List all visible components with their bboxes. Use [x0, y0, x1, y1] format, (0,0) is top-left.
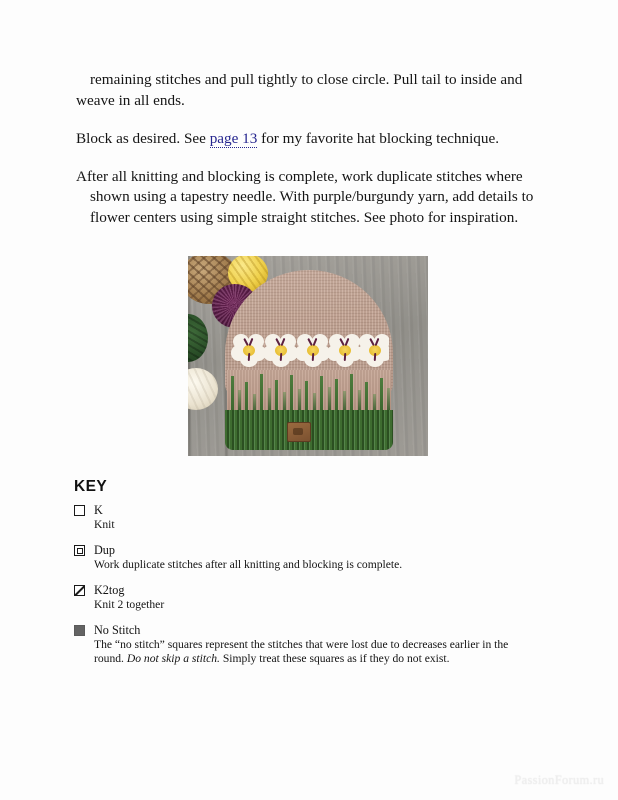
paragraph-duplicate-stitches: After all knitting and blocking is complete, work duplicate stitches where shown using a tapestry needle. With purple/burgundy yarn, add details to flower centers using simple straight stitches. See photo for inspiration. — [76, 167, 534, 226]
key-entry-k2tog — [74, 583, 524, 612]
no-stitch-desc-part2: Simply treat these squares as if they do not exist. — [219, 652, 450, 665]
key-section — [74, 478, 524, 677]
key-title: KEY — [74, 478, 108, 495]
hat-photo — [188, 256, 428, 456]
page-13-link[interactable]: page 13 — [209, 130, 258, 147]
site-watermark: PassionForum.ru — [514, 773, 604, 787]
pansy-flower — [263, 334, 299, 368]
key-label-no-stitch: No Stitch — [94, 623, 141, 637]
body-text-block — [76, 70, 546, 243]
key-description-k2tog: Knit 2 together — [94, 598, 165, 611]
knitted-beanie — [225, 270, 393, 450]
pansy-flower — [357, 334, 389, 368]
leather-brand-tag — [287, 422, 311, 442]
empty-square-icon — [74, 505, 85, 516]
paragraph-blocking — [76, 129, 546, 150]
paragraph-blocking-text-after: for my favorite hat blocking technique. — [257, 130, 500, 147]
paragraph-blocking-text-before: Block as desired. See — [76, 130, 210, 147]
key-description-dup: Work duplicate stitches after all knitting and blocking is complete. — [94, 558, 403, 571]
cream-yarn-ball — [188, 368, 218, 410]
key-entry-no-stitch — [74, 623, 524, 666]
pansy-flower — [231, 334, 267, 368]
key-description-no-stitch — [94, 638, 524, 666]
no-stitch-desc-part1: The “no stitch” squares represent the stitches that were lost due to decreases earlier in the round. — [94, 638, 509, 665]
square-with-diagonal-icon — [74, 585, 85, 596]
no-stitch-desc-italic: Do not skip a stitch. — [126, 652, 220, 665]
green-yarn-ball — [188, 314, 208, 362]
key-label-knit: K — [94, 503, 103, 517]
hat-brim — [225, 410, 393, 450]
filled-grey-square-icon — [74, 625, 85, 636]
pansy-flower — [295, 334, 331, 368]
key-entry-dup — [74, 543, 524, 572]
key-label-dup: Dup — [94, 543, 115, 557]
key-label-k2tog: K2tog — [94, 583, 125, 597]
paragraph-continuation: remaining stitches and pull tightly to close circle. Pull tail to inside and weave in all ends. — [76, 71, 523, 109]
key-description-knit: Knit — [94, 518, 115, 531]
key-entry-knit — [74, 503, 524, 532]
square-with-inner-square-icon — [74, 545, 85, 556]
photo-wood-background — [188, 256, 428, 456]
